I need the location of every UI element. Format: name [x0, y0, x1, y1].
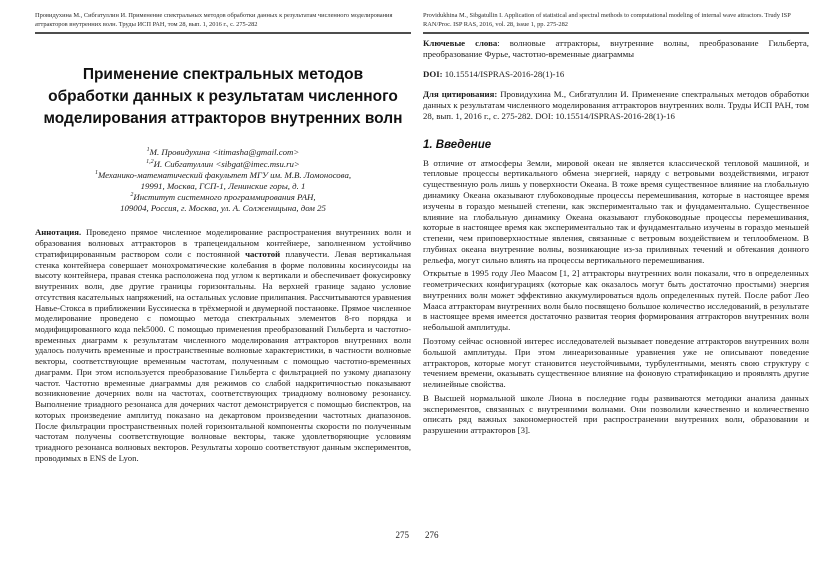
doi-label: DOI: [423, 69, 443, 80]
authors-block [35, 147, 411, 214]
page-number-left: 275 [395, 530, 409, 540]
keywords-text: : волновые аттракторы, внутренние волны, преобразование Гильберта, преобразование Фурье, частотно-временные диаграммы [423, 38, 809, 60]
affiliation-line [35, 203, 411, 214]
page-left [35, 12, 411, 540]
keywords-label: Ключевые слова [423, 38, 498, 49]
intro-paragraph: Поэтому сейчас основной интерес исследователей вызывает поведение аттракторов внутренних волн большой амплитуды. При этом линеаризованные уравнения уже не описывают поведение аттракторов, которые могут становится неустойчивыми, турбулентными, менять свою структуру с течением времени, оказывать существенное влияние на фоновую стратификацию и проявлять другие нелинейные свойства. [423, 335, 809, 390]
keywords-block [423, 38, 809, 60]
affiliation-text: Механико-математический факультет МГУ им. М.В. Ломоносова, [97, 169, 352, 180]
running-header-left: Провидухина М., Сибгатуллин И. Применение спектральных методов обработки данных к результатам численного моделирования аттракторов внутренних волн. Труды ИСП РАН, том 28, вып. 1, 2016 г., с. 275-282 [35, 12, 411, 34]
abstract-text: плавучести. Левая вертикальная стенка контейнера совершает монохроматические колебания в форме половины косинусоиды на высоту контейнера, правая стенка расположена под углом к вертикали и обеспечивает фокусировку внутренних волн, две другие границы горизонтальны. На верхней границе задано условие отсутствия касательных напряжений, на остальных условие прилипания. Рассчитываются уравнения Навье-Стокса в приближении Буссинеска в трёхмерной и двумерной постановке. Прямое численное моделирование проведено с помощью метода спектральных элементов 8-го порядка и модифицированного кода nek5000. С помощью применения преобразований Гильберта и частотно-временных диаграмм к результатам численного моделирования аттракторов внутренних волн удалось получить временные и пространственные волновые характеристики, в частности волновые векторы, соответствующие временным частотам, полученным с помощью частотно-временных диаграмм. При этом используется преобразование Гильберта с фильтрацией по узкому диапазону частот. Частотно временные диаграммы для режимов со слабой надкритичностью показывают возникновение дочерних волн на частотах, соответствующих триадному волновому резонансу. Выполнение триадного резонанса для дочерних частот демонстрируется с помощью биспектров, на которых произведение амплитуд показано на декартовом произведении частотных диапазонов. После фильтрации пространственных полей горизонтальной компоненты скорости по полученным частотам получены соответствующие волновые векторы, также удовлетворяющие условиям триадного резонанса волновых векторов. Результаты хорошо соответствуют данным экспериментов, проводимых в ENS de Lyon. [35, 248, 411, 463]
author-affiliation-mark: 1,2 [146, 158, 154, 165]
intro-paragraph: В Высшей нормальной школе Лиона в последние годы развиваются методики анализа данных экспериментов, связанных с внутренними волнами. Они позволили качественно и количественно описать ряд важных закономерностей при распространении внутренних волн, образовании и разрушении аттракторов [3]. [423, 392, 809, 436]
affiliation-line [35, 192, 411, 203]
affiliation-line [35, 181, 411, 192]
author-affiliation-mark: 1 [94, 169, 98, 176]
author-line [35, 147, 411, 158]
intro-paragraph: В отличие от атмосферы Земли, мировой океан не является классической тепловой машиной, и тепловые процессы вертикального обмена энергией, наряду с ветровыми воздействиями, играют существенную роль лишь у поверхности Океана. В тоже время существенное влияние на глобальную динамику Океана оказывают глубоководные процессы перемешивания, которые в настоящее время изучены в гораздо меньшей степени, как экспериментально так и фундаментально. Существенное влияние на глобальную динамику Океана оказывают глубоководные процессы перемешивания, которые в настоящее время как экспериментально так и фундаментально изучены в гораздо меньшей степени, чем приповерхностные явления, связанные с ветровым воздействием и теплообменом. В глубинах океана внутренние волны, возникающие из-за приливных течений и обтекания донного рельефа, могут сильно влиять на процессы вертикального перемешивания. [423, 157, 809, 265]
page-number-right: 276 [425, 530, 439, 540]
author-affiliation-mark: 1 [146, 147, 150, 154]
doi-block [423, 69, 809, 80]
author-line [35, 159, 411, 170]
running-header-right: Providukhina M., Sibgatullin I. Application of statistical and spectral methods to computational modeling of internal wave attractors. Trudy ISP RAN/Proc. ISP RAS, 2016, vol. 28, issue 1, pp. 275-282 [423, 12, 809, 34]
paper-title: Применение спектральных методов обработки данных к результатам численного моделирования аттракторов внутренних волн [43, 66, 403, 127]
affiliation-line [35, 170, 411, 181]
section-heading-introduction: 1. Введение [423, 138, 492, 151]
citation-text: Провидухина М., Сибгатуллин И. Применение спектральных методов обработки данных к результатам численного моделирования аттракторов внутренних волн. Труды ИСП РАН, том 28, вып. 1, 2016 г., с. 275-282. DOI: 10.15514/ISPRAS-2016-28(1)-16 [423, 89, 809, 121]
author-text: М. Провидухина <itimasha@gmail.com> [149, 147, 300, 158]
affiliation-text: Институт системного программирования РАН, [133, 192, 316, 203]
abstract-text: Проведено прямое численное моделирование распространения внутренних волн и образования волновых аттракторов в трапецеидальном контейнере, заполненном устойчиво стратифицированным раствором соли с постоянной [35, 227, 411, 259]
intro-paragraph: Открытые в 1995 году Лео Маасом [1, 2] аттракторы внутренних волн показали, что в определенных геометрических конфигурациях (которые как оказалось могут быть достаточно простыми) энергия внутренних волн может эффективно аккумулироваться вдоль определенных путей. После работ Лео Мааса аттракторам внутренних волн было посвящено большое количество исследований, в результате в настоящее время имеется достаточно развитая теория формирования аттракторов внутренних волн небольшой амплитуды. [423, 268, 809, 333]
abstract-label: Аннотация. [35, 227, 82, 238]
doi-value: 10.15514/ISPRAS-2016-28(1)-16 [442, 69, 565, 80]
affiliation-text: 19991, Москва, ГСП-1, Ленинские горы, д. 1 [140, 180, 306, 191]
abstract [35, 227, 411, 463]
author-text: И. Сибгатуллин <sibgat@imec.msu.ru> [153, 158, 300, 169]
author-affiliation-mark: 2 [130, 192, 134, 199]
citation-label: Для цитирования: [423, 89, 498, 99]
abstract-bold-word: частотой [245, 248, 281, 259]
affiliation-text: 109004, Россия, г. Москва, ул. А. Солженицына, дом 25 [120, 203, 326, 214]
page-right [423, 12, 809, 540]
citation-block [423, 89, 809, 122]
